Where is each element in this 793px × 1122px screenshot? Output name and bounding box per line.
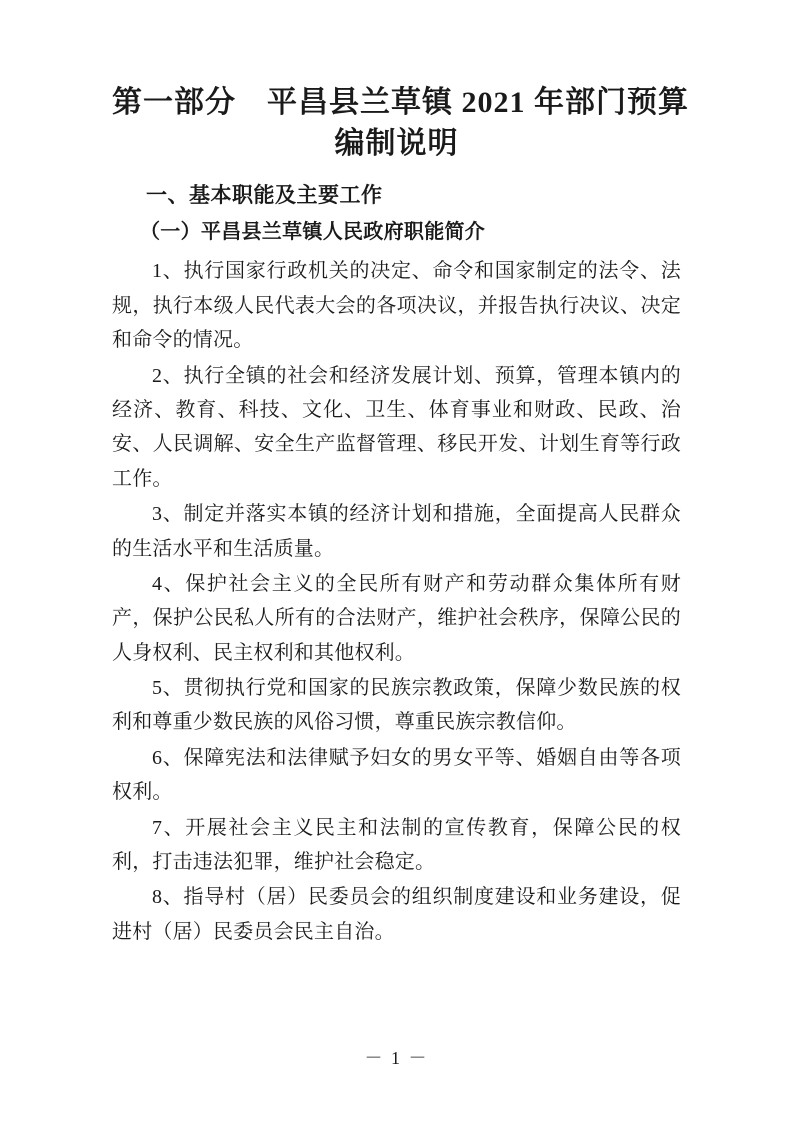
page-title (112, 82, 689, 165)
page-title-line-1: 第一部分 平昌县兰草镇 2021 年部门预算 (112, 86, 689, 119)
body-paragraph: 2、执行全镇的社会和经济发展计划、预算，管理本镇内的经济、教育、科技、文化、卫生、体育事业和财政、民政、治安、人民调解、安全生产监督管理、移民开发、计划生育等行政工作。 (112, 364, 681, 490)
body-paragraph: 5、贯彻执行党和国家的民族宗教政策，保障少数民族的权利和尊重少数民族的风俗习惯，尊重民族宗教信仰。 (112, 677, 681, 734)
section-heading-basic-functions: 一、基本职能及主要工作 (146, 182, 383, 207)
body-paragraph: 3、制定并落实本镇的经济计划和措施，全面提高人民群众的生活水平和生活质量。 (112, 503, 681, 560)
page-title-line-2: 编制说明 (334, 127, 459, 161)
body-paragraph: 8、指导村（居）民委员会的组织制度建设和业务建设，促进村（居）民委员会民主自治。 (112, 886, 681, 943)
body-paragraph: 7、开展社会主义民主和法制的宣传教育，保障公民的权利，打击违法犯罪，维护社会稳定。 (112, 816, 681, 874)
body-paragraph: 6、保障宪法和法律赋予妇女的男女平等、婚姻自由等各项权利。 (112, 746, 681, 804)
body-paragraph: 4、保护社会主义的全民所有财产和劳动群众集体所有财产，保护公民私人所有的合法财产，维护社会秩序，保障公民的人身权利、民主权利和其他权利。 (112, 572, 681, 664)
body-paragraph: 1、执行国家行政机关的决定、命令和国家制定的法令、法规，执行本级人民代表大会的各项决议，并报告执行决议、决定和命令的情况。 (112, 260, 681, 352)
page-number: － 1 － (364, 1048, 429, 1068)
subsection-heading-government-functions: （一）平昌县兰草镇人民政府职能简介 (140, 221, 486, 244)
